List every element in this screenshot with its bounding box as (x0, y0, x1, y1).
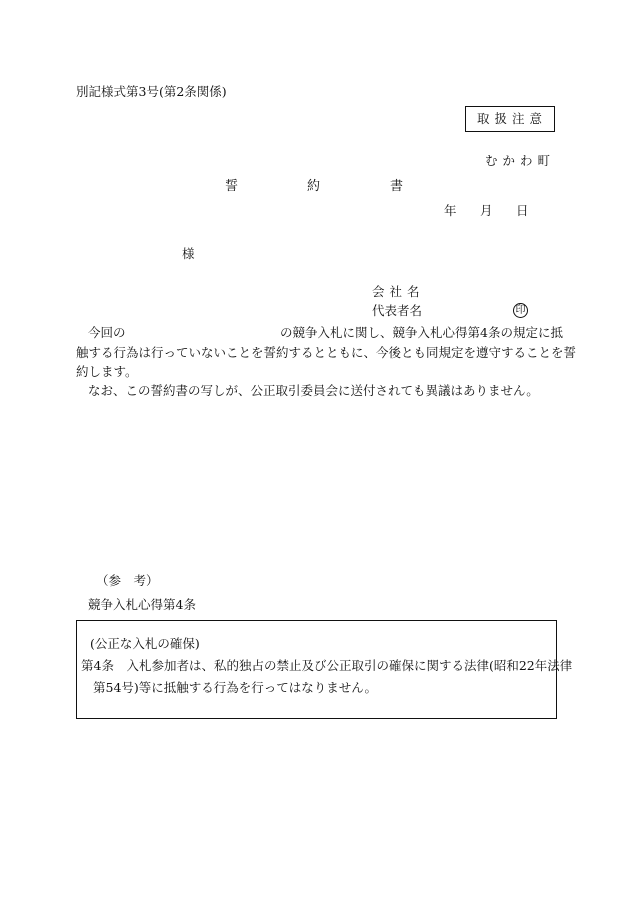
body-line-1-suffix: の競争入札に関し、競争入札心得第4条の規定に抵 (280, 325, 563, 340)
company-name-label: 会社名 (372, 284, 425, 299)
form-id: 別記様式第3号(第2条関係) (76, 84, 227, 99)
body-line-1-prefix: 今回の (88, 325, 126, 340)
reference-article-box (76, 620, 573, 719)
reference-section: 競争入札心得第4条 (88, 597, 196, 612)
title-char-3: 書 (390, 179, 404, 194)
representative-label: 代表者名 (372, 303, 423, 318)
body-line-1 (88, 327, 126, 340)
date-day: 日 (516, 203, 529, 218)
body-line-4: なお、この誓約書の写しが、公正取引委員会に送付されても異議はありません。 (88, 383, 539, 398)
title-char-2: 約 (307, 179, 321, 194)
body-line-3: 約します。 (76, 364, 138, 379)
title-char-1: 誓 (225, 179, 239, 194)
addressee-honorific: 様 (182, 246, 195, 261)
town-name: むかわ町 (485, 153, 556, 168)
article-title: (公正な入札の確保) (90, 636, 200, 651)
date-month: 月 (480, 203, 493, 218)
reference-heading: （参 考） (96, 573, 159, 588)
article-line-1: 第4条 入札参加者は、私的独占の禁止及び公正取引の確保に関する法律(昭和22年法律 (81, 658, 573, 673)
body-line-2: 触する行為は行っていないことを誓約するとともに、今後とも同規定を遵守することを誓 (76, 345, 577, 360)
seal-mark: 印 (513, 303, 528, 318)
date-row (0, 205, 630, 221)
article-line-2: 第54号)等に抵触する行為を行ってはなりません。 (93, 680, 378, 695)
date-year: 年 (444, 203, 457, 218)
handling-caution-tag: 取扱注意 (465, 106, 555, 132)
